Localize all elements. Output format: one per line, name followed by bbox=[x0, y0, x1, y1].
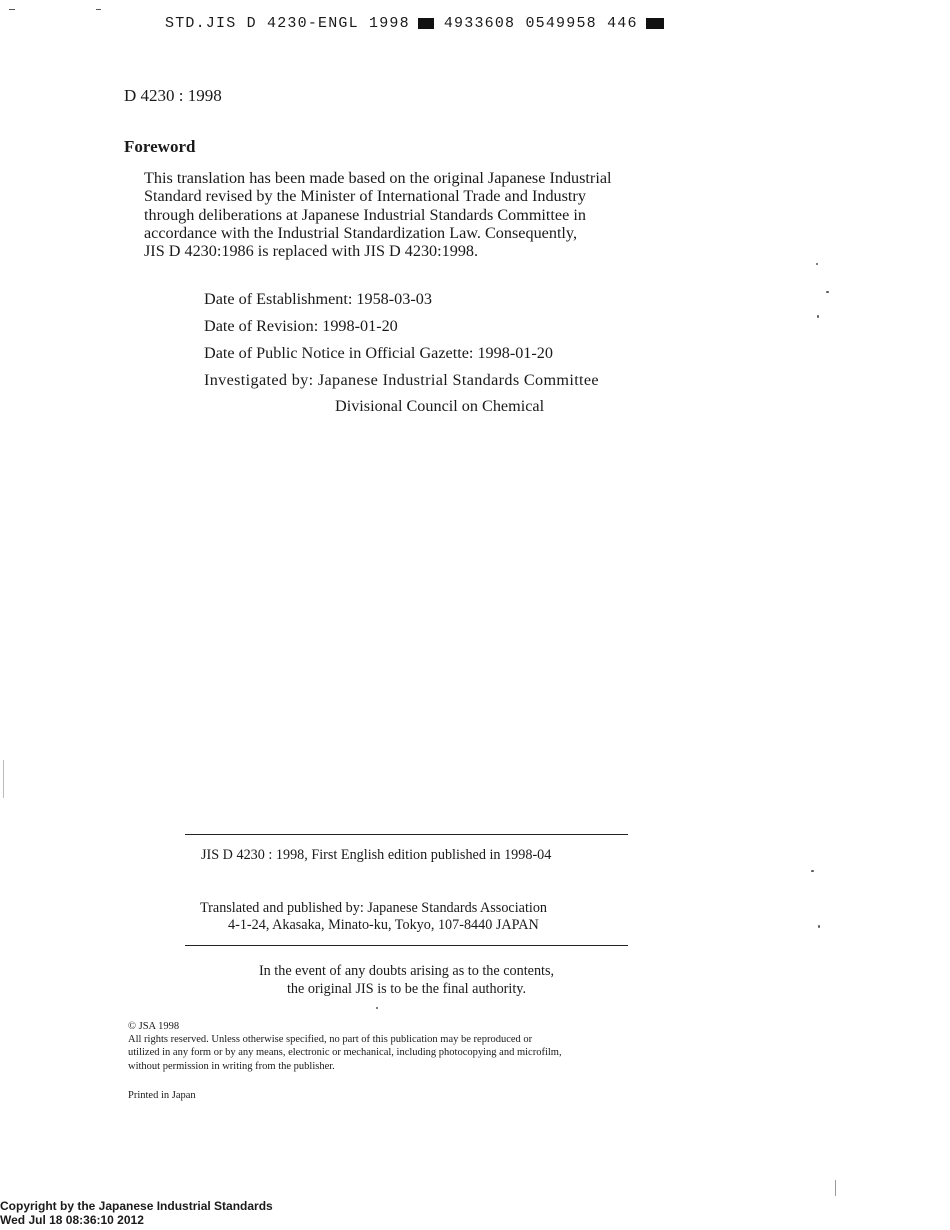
rights-line: without permission in writing from the publisher. bbox=[128, 1060, 335, 1072]
authority-notice-line: In the event of any doubts arising as to the contents, bbox=[258, 963, 555, 979]
scan-speck bbox=[816, 263, 818, 265]
copyright-symbol-line: © JSA 1998 bbox=[128, 1021, 180, 1032]
foreword-line: Standard revised by the Minister of International Trade and Industry bbox=[144, 187, 586, 206]
authority-notice bbox=[185, 963, 628, 998]
foreword-paragraph bbox=[144, 169, 686, 260]
edition-info: JIS D 4230 : 1998, First English edition published in 1998-04 bbox=[201, 847, 552, 863]
scan-speck bbox=[817, 315, 819, 318]
foreword-heading: Foreword bbox=[124, 137, 196, 156]
date-of-revision: Date of Revision: 1998-01-20 bbox=[204, 317, 398, 335]
printed-in: Printed in Japan bbox=[128, 1090, 196, 1101]
foreword-line: JIS D 4230:1986 is replaced with JIS D 4230:1998. bbox=[144, 242, 479, 261]
top-divider bbox=[185, 834, 628, 835]
scan-margin-mark bbox=[835, 1180, 836, 1196]
copyright-notice bbox=[128, 1020, 562, 1073]
authority-notice-line: the original JIS is to be the final authority. bbox=[286, 980, 527, 997]
scan-margin-mark bbox=[3, 760, 4, 798]
publisher-address: 4-1-24, Akasaka, Minato-ku, Tokyo, 107-8440 JAPAN bbox=[228, 917, 539, 933]
header-id-code: STD.JIS D 4230-ENGL 1998 bbox=[165, 15, 410, 32]
footer-timestamp: Wed Jul 18 08:36:10 2012 bbox=[0, 1213, 144, 1227]
footer-copyright-stamp bbox=[0, 1199, 273, 1227]
investigated-by: Investigated by: Japanese Industrial Standards Committee bbox=[204, 371, 599, 389]
foreword-line: This translation has been made based on the original Japanese Industrial bbox=[144, 169, 612, 187]
rights-line: utilized in any form or by any means, electronic or mechanical, including photocopying and microfilm, bbox=[128, 1047, 562, 1059]
scan-speck bbox=[818, 925, 820, 928]
investigated-by-continuation: Divisional Council on Chemical bbox=[335, 397, 545, 415]
document-id-header bbox=[165, 15, 674, 32]
scan-speck bbox=[826, 291, 829, 293]
rights-line: All rights reserved. Unless otherwise specified, no part of this publication may be reproduced or bbox=[128, 1034, 533, 1046]
foreword-line: through deliberations at Japanese Industrial Standards Committee in bbox=[144, 205, 586, 224]
bottom-divider bbox=[185, 945, 628, 946]
publisher-info: Translated and published by: Japanese Standards Association bbox=[200, 900, 548, 916]
document-number: D 4230 : 1998 bbox=[124, 86, 222, 105]
date-of-public-notice: Date of Public Notice in Official Gazette: 1998-01-20 bbox=[204, 344, 553, 362]
scan-speck bbox=[376, 1007, 378, 1009]
barcode-block-marker bbox=[418, 18, 434, 29]
date-of-establishment: Date of Establishment: 1958-03-03 bbox=[204, 290, 432, 308]
scan-speck bbox=[9, 9, 15, 10]
footer-copyright-line: Copyright by the Japanese Industrial Standards bbox=[0, 1199, 273, 1213]
barcode-block-marker-end bbox=[646, 18, 664, 29]
header-barcode-number: 4933608 0549958 446 bbox=[443, 15, 638, 32]
scan-speck bbox=[811, 870, 814, 872]
foreword-line: accordance with the Industrial Standardization Law. Consequently, bbox=[144, 223, 578, 242]
scan-speck bbox=[96, 9, 101, 10]
